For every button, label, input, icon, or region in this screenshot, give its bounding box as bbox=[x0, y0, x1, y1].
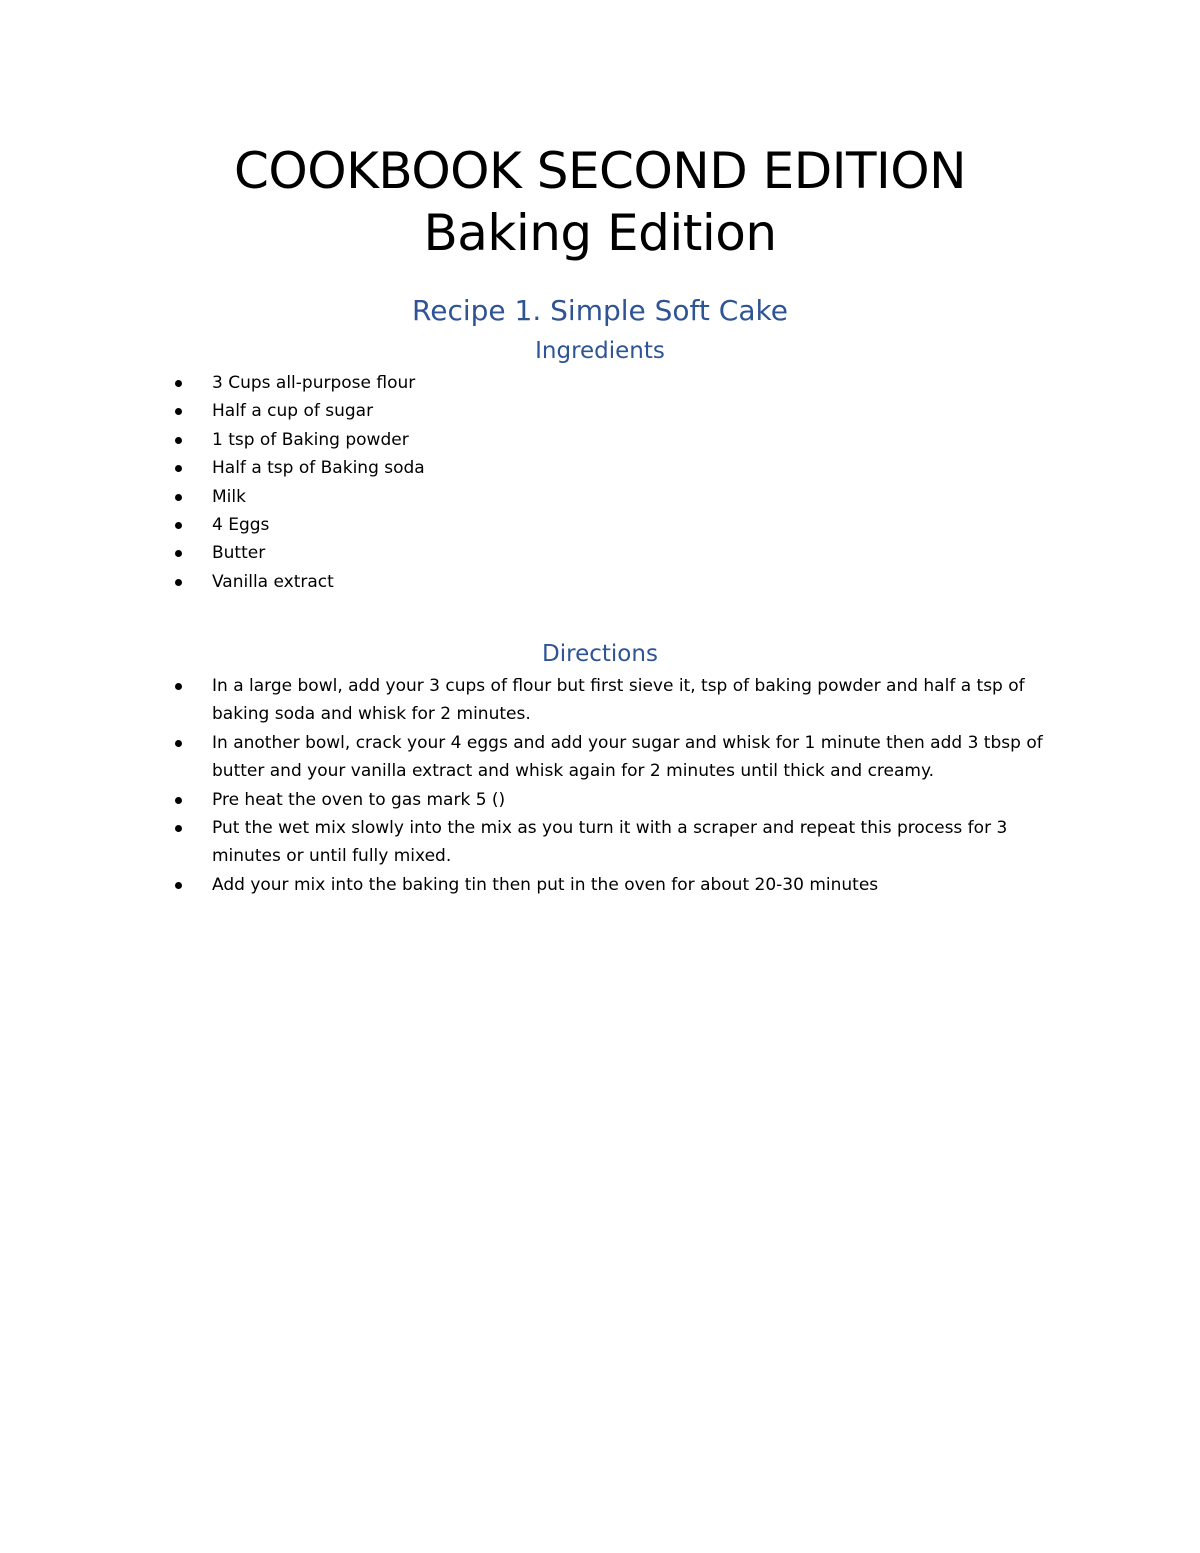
title-line-main: COOKBOOK SECOND EDITION bbox=[233, 142, 966, 200]
ingredient-item bbox=[0, 397, 1200, 425]
bullet-icon bbox=[175, 522, 182, 529]
ingredient-item bbox=[0, 426, 1200, 454]
direction-text: Add your mix into the baking tin then put in the oven for about 20-30 minutes bbox=[212, 874, 879, 895]
ingredient-text: 4 Eggs bbox=[212, 515, 270, 536]
document-title bbox=[0, 140, 1200, 264]
bullet-icon bbox=[175, 408, 182, 415]
ingredient-text: Half a cup of sugar bbox=[212, 401, 374, 422]
ingredient-text: 3 Cups all-purpose flour bbox=[212, 373, 416, 393]
bullet-icon bbox=[175, 437, 182, 444]
bullet-icon bbox=[175, 797, 182, 804]
bullet-icon bbox=[175, 380, 182, 387]
ingredient-text: Butter bbox=[212, 543, 266, 564]
bullet-icon bbox=[175, 579, 182, 586]
ingredients-heading: Ingredients bbox=[535, 338, 665, 364]
ingredient-text: Half a tsp of Baking soda bbox=[212, 458, 425, 479]
ingredient-text: Vanilla extract bbox=[212, 571, 334, 592]
direction-item bbox=[0, 871, 1200, 899]
bullet-icon bbox=[175, 683, 182, 690]
direction-item bbox=[0, 814, 1200, 871]
ingredient-text: Milk bbox=[212, 486, 246, 507]
directions-heading: Directions bbox=[542, 641, 658, 667]
bullet-icon bbox=[175, 494, 182, 501]
direction-text: Pre heat the oven to gas mark 5 () bbox=[212, 789, 506, 810]
direction-text: In another bowl, crack your 4 eggs and add your sugar and whisk for 1 minute then add 3 tbsp of butter and your vanilla extract and whisk again for 2 minutes until thick and creamy. bbox=[212, 732, 1043, 782]
ingredients-list bbox=[0, 369, 1200, 596]
ingredient-item bbox=[0, 483, 1200, 511]
ingredient-item bbox=[0, 511, 1200, 539]
directions-list bbox=[0, 672, 1200, 899]
recipe-title: Recipe 1. Simple Soft Cake bbox=[412, 294, 788, 327]
ingredient-item bbox=[0, 369, 1200, 397]
bullet-icon bbox=[175, 882, 182, 889]
direction-item bbox=[0, 786, 1200, 814]
bullet-icon bbox=[175, 465, 182, 472]
bullet-icon bbox=[175, 740, 182, 747]
ingredient-item bbox=[0, 539, 1200, 567]
ingredient-text: 1 tsp of Baking powder bbox=[212, 429, 409, 450]
direction-text: In a large bowl, add your 3 cups of flour but first sieve it, tsp of baking powder and half a tsp of baking soda and whisk for 2 minutes. bbox=[212, 676, 1025, 725]
ingredient-item bbox=[0, 568, 1200, 596]
bullet-icon bbox=[175, 825, 182, 832]
direction-item bbox=[0, 672, 1200, 729]
direction-item bbox=[0, 729, 1200, 786]
ingredient-item bbox=[0, 454, 1200, 482]
title-line-subtitle: Baking Edition bbox=[423, 204, 777, 262]
direction-text: Put the wet mix slowly into the mix as you turn it with a scraper and repeat this process for 3 minutes or until fully mixed. bbox=[212, 818, 1008, 867]
bullet-icon bbox=[175, 550, 182, 557]
